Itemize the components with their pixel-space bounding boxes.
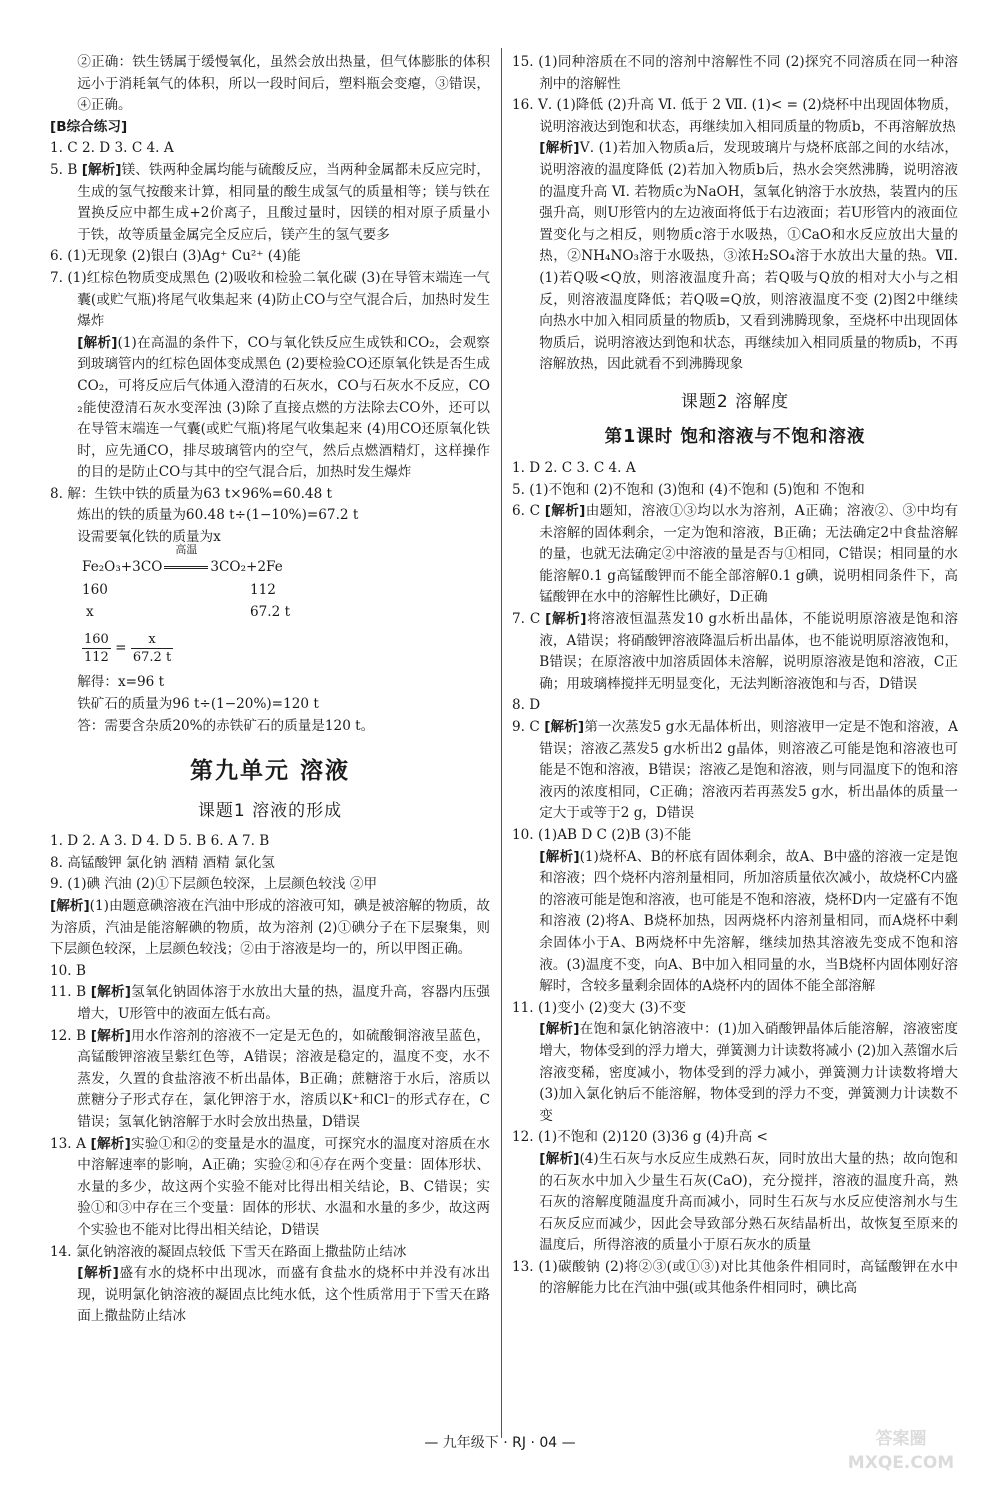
page-footer: — 九年级下 · RJ · 04 — <box>424 1435 576 1451</box>
analysis-tag: [解析] <box>544 503 586 520</box>
analysis-q9 <box>50 896 490 961</box>
analysis-text: 用水作溶剂的溶液不一定是无色的，如硫酸铜溶液呈蓝色，高锰酸钾溶液呈紫红色等，A错误；溶液是稳定的，温度不变，水不蒸发，久置的食盐溶液不析出晶体，B正确；蔗糖溶于水后，溶质以蔗糖分子形式存在，氯化钾溶于水，溶质以K⁺和Cl⁻的形式存在，C错误；氢氧化钠溶解于水时会放出热量，D错误 <box>77 1027 491 1130</box>
equation-reactants: Fe₂O₃+3CO <box>82 558 163 575</box>
analysis-tag: [解析] <box>539 1150 580 1167</box>
analysis-text: 在饱和氯化钠溶液中：(1)加入硝酸钾晶体后能溶解，溶液密度增大，物体受到的浮力增大，弹簧测力计读数将减小 (2)加入蒸馏水后溶液变稀，密度减小，物体受到的浮力减小，弹簧测力计读数将增大 (3)加入氯化钠后不能溶解，物体受到的浮力不变，弹簧测力计读数不变 <box>539 1021 958 1124</box>
analysis-text: 盛有水的烧杯中出现冰，而盛有食盐水的烧杯中并没有冰出现，说明氯化钠溶液的凝固点比纯水低，这个性质常用于下雪天在路面上撒盐防止结冰 <box>77 1265 490 1325</box>
answer-number: 9. C <box>512 719 540 736</box>
lesson-title: 课题2 溶解度 <box>680 391 790 412</box>
calc-line: 炼出的铁的质量为60.48 t÷(1−10%)=67.2 t <box>77 507 359 524</box>
calc-line: 铁矿石的质量为96 t÷(1−20%)=120 t <box>77 696 319 713</box>
answer-line: 11. (1)变小 (2)变大 (3)不变 <box>512 999 686 1016</box>
analysis-text: 第一次蒸发5 g水无晶体析出，则溶液甲一定是不饱和溶液，A错误；溶液乙蒸发5 g水析出2 g晶体，则溶液乙可能是饱和溶液也可能是不饱和溶液，B错误；溶液乙是饱和溶液，则与同温度下的饱和溶液丙的浓度相同，C正确；溶液丙若再蒸发5 g水，析出晶体的质量一定大于或等于2 g，D错误 <box>539 719 958 822</box>
answer-line: 5. (1)不饱和 (2)不饱和 (3)饱和 (4)不饱和 (5)饱和 不饱和 <box>512 481 865 498</box>
analysis-tag: [解析] <box>539 1021 580 1038</box>
column-divider <box>501 48 502 1438</box>
analysis-text: 氢氧化钠固体溶于水放出大量的热，温度升高，容器内压强增大，U形管中的液面左低右高。 <box>77 984 491 1022</box>
answer-line: 1. D 2. C 3. C 4. A <box>512 459 636 476</box>
answer-line: 10. B <box>50 962 86 979</box>
answer-line: 10. (1)AB D C (2)B (3)不能 <box>512 827 692 843</box>
analysis-text: (1)由题意碘溶液在汽油中形成的溶液可知，碘是被溶解的物质，故为溶质，汽油是能溶解碘的物质，故为溶剂 (2)①碘分子在下层聚集，则下层颜色较深，上层颜色较浅；②由于溶液是均一的，所以甲图正确。 <box>50 898 490 958</box>
answer-line: 9. (1)碘 汽油 (2)①下层颜色较深，上层颜色较浅 ②甲 <box>50 876 378 893</box>
fraction-numerator: 160 <box>84 632 109 648</box>
answer-text: ②正确：铁生锈属于缓慢氧化，虽然会放出热量，但气体膨胀的体积远小于消耗氧气的体积，所以一段时间后，塑料瓶会变瘪，③错误，④正确。 <box>77 54 490 114</box>
answer-number: 6. C <box>512 503 541 520</box>
analysis-r12 <box>512 1149 958 1257</box>
section-heading-b: [B综合练习] <box>50 118 128 135</box>
analysis-tag: [解析] <box>90 1027 131 1044</box>
analysis-tag: [解析] <box>77 334 118 351</box>
analysis-text: Ⅴ. (1)若加入物质a后，发现玻璃片与烧杯底部之间的水结冰，说明溶液的温度降低 (2)若加入物质b后，热水会突然沸腾，说明溶液的温度升高 Ⅵ. 若物质c为NaOH，氢氧化钠溶于水放热，装置内的压强升高，则U形管内的左边液面将低于右边液面；若U形管内的液面位置变化与之相反，则物质c溶于水吸热，①CaO和水反应放出大量的热，②NH₄NO₃溶于水吸热，③浓H₂SO₄溶于水放出大量的热。Ⅶ. (1)若Q吸<Q放，则溶液温度升高；若Q吸与Q放的相对大小与之相反，则溶液温度降低；若Q吸=Q放，则溶液温度不变 (2)图2中继续向热水中加入相同质量的物质b，又看到沸腾现象，至烧杯中出现固体物质后，说明溶液达到饱和状态，再继续加入相同质量的物质b，不再溶解放热，因此就看不到沸腾现象 <box>539 140 958 373</box>
molar-mass-left: 160 <box>82 582 108 599</box>
answer-r7 <box>512 609 958 695</box>
answer-q5 <box>50 160 490 246</box>
condition-label: 高温 <box>175 542 198 556</box>
analysis-tag: [解析] <box>90 984 131 1001</box>
answer-q12 <box>50 1026 490 1134</box>
answer-line: 1. D 2. A 3. D 4. D 5. B 6. A 7. B <box>50 833 270 850</box>
watermark-line1: 答案圈 <box>875 1429 927 1449</box>
answer-q13 <box>50 1134 490 1242</box>
answer-r6 <box>512 501 958 609</box>
analysis-text: 将溶液恒温蒸发10 g水析出晶体，不能说明原溶液是饱和溶液，A错误；将硝酸钾溶液降温后析出晶体，也不能说明原溶液饱和，B错误；在原溶液中加溶质固体未溶解，说明原溶液是饱和溶液，C正确；用玻璃棒搅拌无明显变化，无法判断溶液饱和与否，D错误 <box>539 611 958 692</box>
ratio-fraction-right <box>131 631 173 666</box>
analysis-r10 <box>512 847 958 998</box>
ratio-fraction-left <box>82 631 111 666</box>
answer-number: 12. B <box>50 1027 87 1044</box>
analysis-text: 实验①和②的变量是水的温度，可探究水的温度对溶质在水中溶解速率的影响，A正确；实验②和④存在两个变量：固体形状、水量的多少，故这两个实验不能对比得出相关结论，B、C错误；实验①和③中存在三个变量：固体的形状、水温和水量的多少，故这两个实验也不能对比得出相关结论，D错误 <box>77 1135 490 1238</box>
analysis-tag: [解析] <box>539 140 580 157</box>
analysis-text: (1)在高温的条件下，CO与氧化铁反应生成铁和CO₂，会观察到玻璃管内的红棕色固体变成黑色 (2)要检验CO还原氧化铁是否生成CO₂，可将反应后气体通入澄清的石灰水，CO与石灰水不反应，CO₂能使澄清石灰水变浑浊 (3)除了直接点燃的方法除去CO外，还可以在导管末端连一气囊(或贮气瓶)将尾气收集起来 (4)用CO还原氧化铁时，应先通CO，排尽玻璃管内的空气，然后点燃酒精灯，这样操作的目的是防止CO与其中的空气混合后，加热时发生爆炸 <box>77 334 490 481</box>
chapter-title: 第1课时 饱和溶液与不饱和溶液 <box>604 426 866 447</box>
left-column <box>50 52 490 1328</box>
answer-line: 13. (1)碳酸钠 (2)将②③(或①③)对比其他条件相同时，高锰酸钾在水中的溶解能力比在汽油中强(或其他条件相同时，碘比高 <box>512 1258 958 1297</box>
analysis-tag: [解析] <box>77 1265 119 1282</box>
answer-q8: 8. 解：生铁中铁的质量为63 t×96%=60.48 t <box>50 485 333 502</box>
answer-line: 8. 高锰酸钾 氯化钠 酒精 酒精 氯化氢 <box>50 854 275 871</box>
answer-q11 <box>50 982 490 1025</box>
molar-mass-right: 112 <box>250 582 276 599</box>
chemical-equation: Fe₂O₃+3CO 高温 3CO₂+2Fe 160 112 x 67.2 t $\frac{160}{112}$ = $\frac{x}{67.2 t}$ <box>82 542 291 666</box>
analysis-q7 <box>50 333 490 484</box>
right-column <box>512 52 958 1300</box>
analysis-q16 <box>512 138 958 376</box>
lesson-title: 课题1 溶液的形成 <box>197 801 343 822</box>
equals-arrow <box>164 566 208 569</box>
watermark-line2: MXQE.COM <box>847 1453 955 1473</box>
calc-line: 设需要氧化铁的质量为x <box>77 529 221 546</box>
answer-line: 1. C 2. D 3. C 4. A <box>50 140 174 157</box>
answer-number: 5. B <box>50 161 78 178</box>
unknown-x: x <box>86 603 94 620</box>
fraction-numerator: x <box>131 631 173 649</box>
calc-line: 解得：x=96 t <box>77 674 165 691</box>
analysis-tag: [解析] <box>544 719 585 736</box>
analysis-text: (1)烧杯A、B的杯底有固体剩余，故A、B中盛的溶液一定是饱和溶液；四个烧杯内溶剂量相同，所加溶质量依次减小，故烧杯C内盛的溶液可能是饱和溶液，也可能是不饱和溶液，烧杯D内一定盛有不饱和溶液 (2)将A、B烧杯加热，因两烧杯内溶剂量相同，而A烧杯中剩余固体小于A、B两烧杯中先溶解，继续加热其溶液先变成不饱和溶液。(3)温度不变，向A、B中加入相同量的水，当B烧杯内固体刚好溶解时，含较多量剩余固体的A烧杯内的固体不能全部溶解 <box>539 848 958 995</box>
analysis-tag: [解析] <box>539 848 580 865</box>
known-mass: 67.2 t <box>250 603 291 620</box>
analysis-tag: [解析] <box>50 898 90 914</box>
analysis-text: 由题知，溶液①③均以水为溶剂，A正确；溶液②、③中均有未溶解的固体剩余，一定为饱和溶液，B正确；无法确定2中食盐溶解的量，也就无法确定②中溶液的量是否与①相同，C错误；相同量的水能溶解0.1 g高锰酸钾而不能全部溶解0.1 g碘，说明相同条件下，高锰酸钾在水中的溶解性比碘好，D正确 <box>539 503 958 606</box>
analysis-text: 镁、铁两种金属均能与硫酸反应，当两种金属都未反应完时，生成的氢气按酸来计算，相同量的酸生成氢气的质量相等；镁与铁在置换反应中都生成+2价离子，且酸过量时，因镁的相对原子质量小于铁，故等质量金属完全反应后，镁产生的氢气要多 <box>77 161 491 243</box>
analysis-tag: [解析] <box>81 161 122 178</box>
answer-r9 <box>512 717 958 825</box>
answer-line: 16. Ⅴ. (1)降低 (2)升高 Ⅵ. 低于 2 Ⅶ. (1)< = (2)烧杯中出现固体物质，说明溶液达到饱和状态，再继续加入相同质量的物质b，不再溶解放热 <box>512 97 958 135</box>
answer-q7: 7. (1)红棕色物质变成黑色 (2)吸收和检验二氧化碳 (3)在导管末端连一气囊(或贮气瓶)将尾气收集起来 (4)防止CO与空气混合后，加热时发生爆炸 <box>50 269 490 330</box>
analysis-tag: [解析] <box>545 611 587 628</box>
reaction-condition <box>162 542 210 579</box>
answer-number: 11. B <box>50 984 87 1001</box>
equation-products: 3CO₂+2Fe <box>210 558 283 575</box>
analysis-text: (4)生石灰与水反应生成熟石灰，同时放出大量的热；故向饱和的石灰水中加入少量生石灰(CaO)，充分搅拌，溶液的温度升高，熟石灰的溶解度随温度升高而减小，同时生石灰与水反应使溶剂水与生石灰反应而减少，因此会导致部分熟石灰结晶析出，故恢复至原来的温度后，所得溶液的质量小于原石灰水的质量 <box>539 1150 958 1254</box>
answer-line: 15. (1)同种溶质在不同的溶剂中溶解性不同 (2)探究不同溶质在同一种溶剂中的溶解性 <box>512 54 958 92</box>
analysis-tag: [解析] <box>90 1135 131 1152</box>
answer-line: 8. D <box>512 697 541 714</box>
unit-title: 第九单元 溶液 <box>189 758 350 785</box>
answer-line: 14. 氯化钠溶液的凝固点较低 下雪天在路面上撒盐防止结冰 <box>50 1243 407 1260</box>
calc-answer: 答：需要含杂质20%的赤铁矿石的质量是120 t。 <box>77 717 375 734</box>
fraction-denominator: 112 <box>84 650 109 666</box>
answer-q6: 6. (1)无现象 (2)银白 (3)Ag⁺ Cu²⁺ (4)能 <box>50 248 301 265</box>
answer-number: 7. C <box>512 611 541 628</box>
fraction-denominator: 67.2 t <box>132 650 172 666</box>
analysis-r11 <box>512 1019 958 1127</box>
analysis-q14 <box>50 1263 490 1328</box>
watermark-logo <box>826 1418 976 1478</box>
answer-number: 13. A <box>50 1135 86 1152</box>
answer-line: 12. (1)不饱和 (2)120 (3)36 g (4)升高 < <box>512 1129 768 1146</box>
